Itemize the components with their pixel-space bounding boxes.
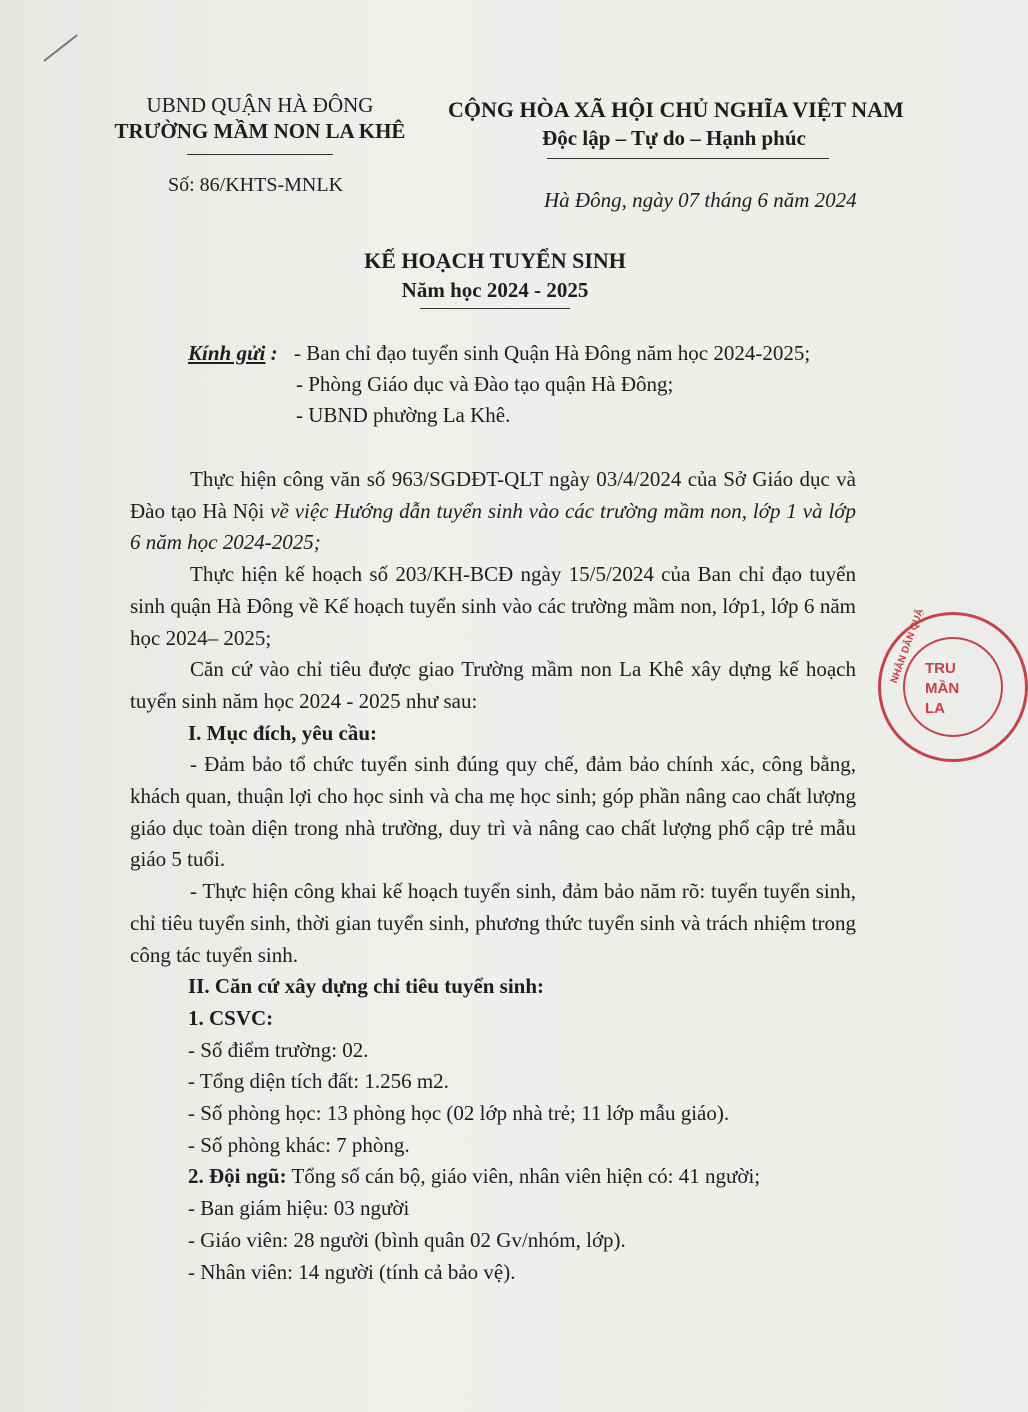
section-1-item: - Đảm bảo tổ chức tuyển sinh đúng quy chế, đảm bảo chính xác, công bằng, khách quan, thuận lợi cho học sinh và cha mẹ học sinh; góp phần nâng cao chất lượng giáo dục toàn diện trong nhà trường, duy trì và nâng cao chất lượng phổ cập trẻ mẫu giáo 5 tuổi. — [130, 752, 856, 872]
staff-item: - Nhân viên: 14 người (tính cả bảo vệ). — [188, 1259, 516, 1284]
document-body — [130, 464, 856, 1288]
paragraph-3: Căn cứ vào chỉ tiêu được giao Trường mầm non La Khê xây dựng kế hoạch tuyển sinh năm học 2024 - 2025 như sau: — [130, 657, 856, 713]
section-1-heading: I. Mục đích, yêu cầu: — [188, 720, 377, 745]
document-title — [0, 246, 990, 304]
csvc-item: - Số điểm trường: 02. — [188, 1037, 369, 1062]
paragraph-1: Thực hiện công văn số 963/SGDĐT-QLT ngày 03/4/2024 của Sở Giáo dục và Đào tạo Hà Nội về việc Hướng dẫn tuyển sinh vào các trường mầm non, lớp 1 và lớp 6 năm học 2024-2025; — [130, 467, 856, 555]
school-name: TRƯỜNG MẦM NON LA KHÊ — [114, 119, 406, 143]
national-motto: Độc lập – Tự do – Hạnh phúc — [542, 126, 806, 150]
title-underline — [420, 308, 570, 309]
staff-line: 2. Đội ngũ: Tổng số cán bộ, giáo viên, nhân viên hiện có: 41 người; — [188, 1164, 761, 1189]
seal-center-text: TRU MẦN LA — [925, 660, 960, 717]
recipients-label: Kính gửi : — [188, 341, 278, 365]
section-2-heading: II. Căn cứ xây dựng chỉ tiêu tuyển sinh: — [188, 974, 545, 999]
issuer-block — [110, 92, 410, 144]
date-line: Hà Đông, ngày 07 tháng 6 năm 2024 — [544, 188, 857, 212]
national-heading — [448, 96, 904, 152]
csvc-item: - Tổng diện tích đất: 1.256 m2. — [188, 1069, 449, 1094]
motto-underline — [547, 158, 829, 159]
title-sub: Năm học 2024 - 2025 — [401, 278, 589, 302]
csvc-heading: 1. CSVC: — [188, 1005, 274, 1030]
staff-item: - Ban giám hiệu: 03 người — [188, 1196, 410, 1221]
pen-mark — [43, 34, 77, 61]
paragraph-2: Thực hiện kế hoạch số 203/KH-BCĐ ngày 15/5/2024 của Ban chỉ đạo tuyển sinh quận Hà Đông về Kế hoạch tuyển sinh vào các trường mầm non, lớp1, lớp 6 năm học 2024– 2025; — [130, 562, 856, 650]
staff-item: - Giáo viên: 28 người (bình quân 02 Gv/nhóm, lớp). — [188, 1227, 626, 1252]
issuer-underline — [187, 154, 333, 155]
agency-name: UBND QUẬN HÀ ĐÔNG — [146, 93, 374, 117]
csvc-item: - Số phòng học: 13 phòng học (02 lớp nhà trẻ; 11 lớp mẫu giáo). — [188, 1101, 730, 1126]
csvc-item: - Số phòng khác: 7 phòng. — [188, 1132, 410, 1157]
recipient-item: - Ban chỉ đạo tuyển sinh Quận Hà Đông năm học 2024-2025; — [294, 341, 811, 365]
recipient-item: - UBND phường La Khê. — [296, 403, 511, 427]
national-title: CỘNG HÒA XÃ HỘI CHỦ NGHĨA VIỆT NAM — [448, 97, 904, 122]
section-1-item: - Thực hiện công khai kế hoạch tuyển sinh, đảm bảo năm rõ: tuyển tuyển sinh, chỉ tiêu tuyển sinh, thời gian tuyển sinh, phương thức tuyển sinh và trách nhiệm trong công tác tuyển sinh. — [130, 879, 856, 967]
official-seal — [878, 607, 1028, 762]
seal-ring-text: NHÂN DÂN QUẬ — [889, 607, 927, 685]
document-number: Số: 86/KHTS-MNLK — [168, 174, 344, 196]
recipient-item: - Phòng Giáo dục và Đào tạo quận Hà Đông; — [296, 372, 674, 396]
title-main: KẾ HOẠCH TUYỂN SINH — [364, 248, 626, 273]
recipients-list — [281, 338, 810, 431]
